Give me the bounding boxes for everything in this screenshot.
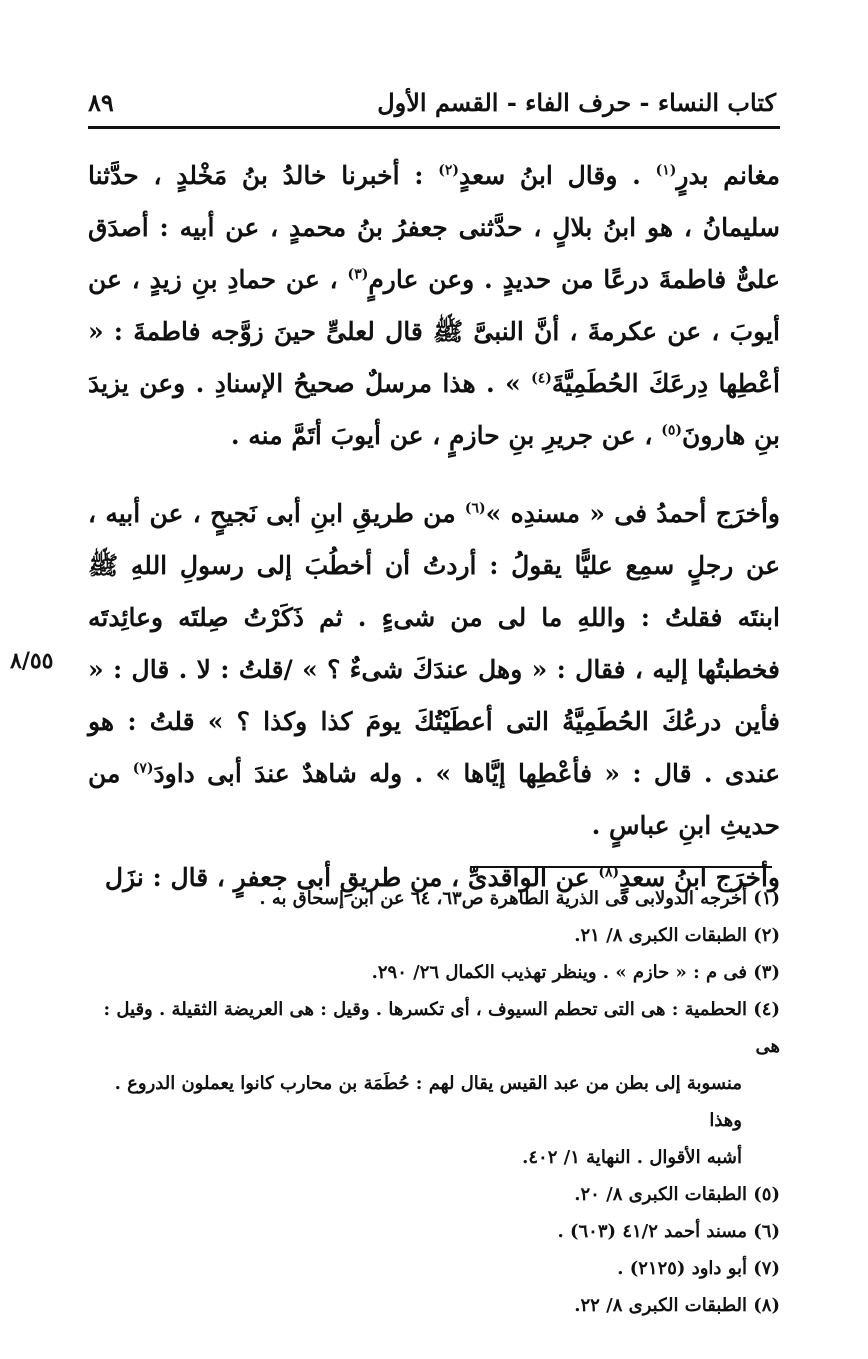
footnote-ref-4: (٤)	[531, 370, 552, 387]
footnote-2: (٢) الطبقات الكبرى ٨/ ٢١.	[574, 925, 780, 946]
paragraph-1: مغانم بدرٍ$^{(١)}$ . وقال ابنُ سعدٍ$^{(٢)}$ : أخبرنا خالدُ بنُ مَخْلدٍ ، حدَّثنا سليمانُ ، هو ابنُ بلالٍ ، حدَّثنى جعفرُ بنُ محمدٍ ، عن أبيه : أصدَق علىٌّ فاطمةَ درعًا من حديدٍ . وعن عارمٍ$^{(٣)}$ ، عن حمادِ بنِ زيدٍ ، عن أيوبَ ، عن عكرمةَ ، أنَّ النبىَّ ﷺ قال لعلىٍّ حينَ زوَّجه فاطمةَ : « أعْطِها دِرعَكَ الحُطَمِيَّةَ$^{(٤)}$ » . هذا مرسلٌ صحيحُ الإسنادِ . وعن يزيدَ بنِ هارونَ$^{(٥)}$ ، عن جريرِ بنِ حازمٍ ، عن أيوبَ أتَمَّ منه .	[88, 161, 780, 450]
footnotes	[88, 880, 780, 1324]
footnote-1: (١) أخرجه الدولابى فى الذرية الطاهرة ص٦٣، ٦٤ عن ابن إسحاق به .	[259, 888, 780, 909]
footnote-separator	[470, 866, 772, 868]
margin-reference: ٨/٥٥	[10, 648, 54, 674]
footnote-4: (٤) الحطمية : هى التى تحطم السيوف ، أى تكسرها . وقيل : هى العريضة الثقيلة . وقيل : هى	[103, 999, 780, 1057]
footnote-4-line-2: منسوبة إلى بطن من عبد القيس يقال لهم : حُطَمَة بن محارب كانوا يعملون الدروع . وهذا	[114, 1073, 742, 1131]
footnote-3: (٣) فى م : « حازم » . وينظر تهذيب الكمال ٢٦/ ٢٩٠.	[371, 962, 780, 983]
footnote-ref-8: (٨)	[598, 864, 620, 881]
footnote-4-line-3: أشبه الأقوال . النهاية ١/ ٤٠٢.	[522, 1147, 742, 1168]
footnote-ref-3: (٣)	[347, 266, 369, 283]
footnote-5: (٥) الطبقات الكبرى ٨/ ٢٠.	[574, 1184, 780, 1205]
footnote-8: (٨) الطبقات الكبرى ٨/ ٢٢.	[574, 1295, 780, 1316]
footnote-ref-7: (٧)	[132, 760, 154, 777]
header-rule	[88, 126, 780, 129]
footnote-ref-1: (١)	[655, 162, 677, 179]
main-text	[88, 150, 780, 904]
running-header: كتاب النساء - حرف الفاء - القسم الأول	[377, 88, 776, 117]
paragraph-3: وأخرَج ابنُ سعدٍ$^{(٨)}$ عن الواقدىِّ ، من طريقِ أبى جعفرٍ ، قال : نزَل	[104, 863, 780, 892]
footnote-ref-5: (٥)	[661, 422, 682, 439]
footnote-ref-2: (٢)	[438, 162, 460, 179]
footnote-ref-6: (٦)	[464, 500, 486, 517]
paragraph-2: وأخرَج أحمدُ فى « مسندِه »$^{(٦)}$ من طريقِ ابنِ أبى نَجيحٍ ، عن أبيه ، عن رجلٍ سمِع عليًّا يقولُ : أردتُ أن أخطُبَ إلى رسولِ اللهِ ﷺ ابنتَه فقلتُ : واللهِ ما لى من شىءٍ . ثم ذَكَرْتُ صِلتَه وعائِدتَه فخطبتُها إليه ، فقال : « وهل عندَكَ شىءٌ ؟ » /قلتُ : لا . قال : « فأين درعُكَ الحُطَمِيَّةُ التى أعطَيْتُكَ يومَ كذا وكذا ؟ » قلتُ : هو عندى . قال : « فأعْطِها إيَّاها » . وله شاهدٌ عندَ أبى داودَ$^{(٧)}$ من حديثِ ابنِ عباسٍ .	[88, 499, 780, 840]
page-number: ٨٩	[88, 88, 114, 117]
footnote-6: (٦) مسند أحمد ٤١/٢ (٦٠٣) .	[557, 1221, 780, 1242]
footnote-7: (٧) أبو داود (٢١٢٥) .	[617, 1258, 780, 1279]
